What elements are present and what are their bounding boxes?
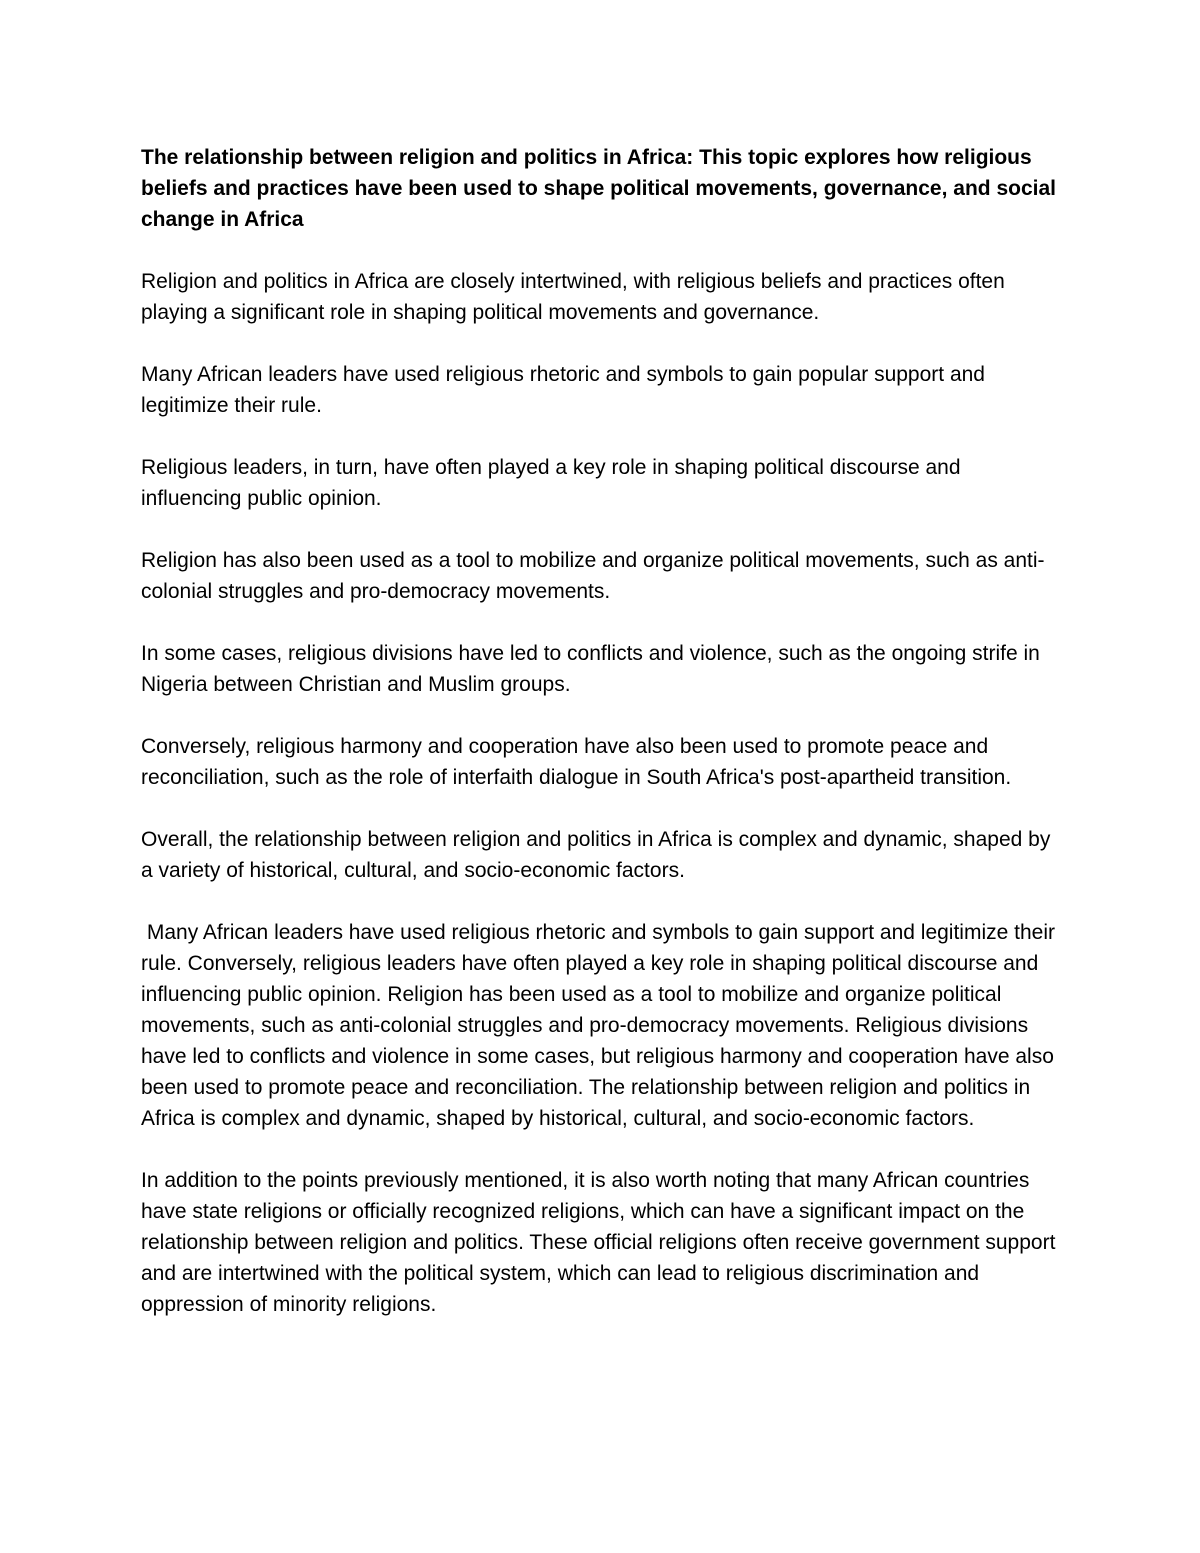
paragraph-9: In addition to the points previously mentioned, it is also worth noting that many African countries have state religions or officially recognized religions, which can have a significant impact on the relationship between religion and politics. These official religions often receive government support and are intertwined with the political system, which can lead to religious discrimination and oppression of minority religions. xyxy=(141,1169,1056,1316)
paragraph-4: Religion has also been used as a tool to mobilize and organize political movements, such as anti-colonial struggles and pro-democracy movements. xyxy=(141,549,1045,603)
paragraph-5: In some cases, religious divisions have led to conflicts and violence, such as the ongoing strife in Nigeria between Christian and Muslim groups. xyxy=(141,642,1040,696)
paragraph-3: Religious leaders, in turn, have often played a key role in shaping political discourse and influencing public opinion. xyxy=(141,456,961,510)
paragraph-2: Many African leaders have used religious rhetoric and symbols to gain popular support and legitimize their rule. xyxy=(141,363,985,417)
document-body xyxy=(141,142,1066,1351)
paragraph-7: Overall, the relationship between religion and politics in Africa is complex and dynamic, shaped by a variety of historical, cultural, and socio-economic factors. xyxy=(141,828,1051,882)
paragraph-8: Many African leaders have used religious rhetoric and symbols to gain support and legitimize their rule. Conversely, religious leaders have often played a key role in shaping political discourse and influencing public opinion. Religion has been used as a tool to mobilize and organize political movements, such as anti-colonial struggles and pro-democracy movements. Religious divisions have led to conflicts and violence in some cases, but religious harmony and cooperation have also been used to promote peace and reconciliation. The relationship between religion and politics in Africa is complex and dynamic, shaped by historical, cultural, and socio-economic factors. xyxy=(141,921,1061,1130)
paragraph-1: Religion and politics in Africa are closely intertwined, with religious beliefs and practices often playing a significant role in shaping political movements and governance. xyxy=(141,270,1005,324)
paragraph-6: Conversely, religious harmony and cooperation have also been used to promote peace and reconciliation, such as the role of interfaith dialogue in South Africa's post-apartheid transition. xyxy=(141,735,1012,789)
document-title: The relationship between religion and politics in Africa: This topic explores how religious beliefs and practices have been used to shape political movements, governance, and social change in Africa xyxy=(141,146,1056,231)
